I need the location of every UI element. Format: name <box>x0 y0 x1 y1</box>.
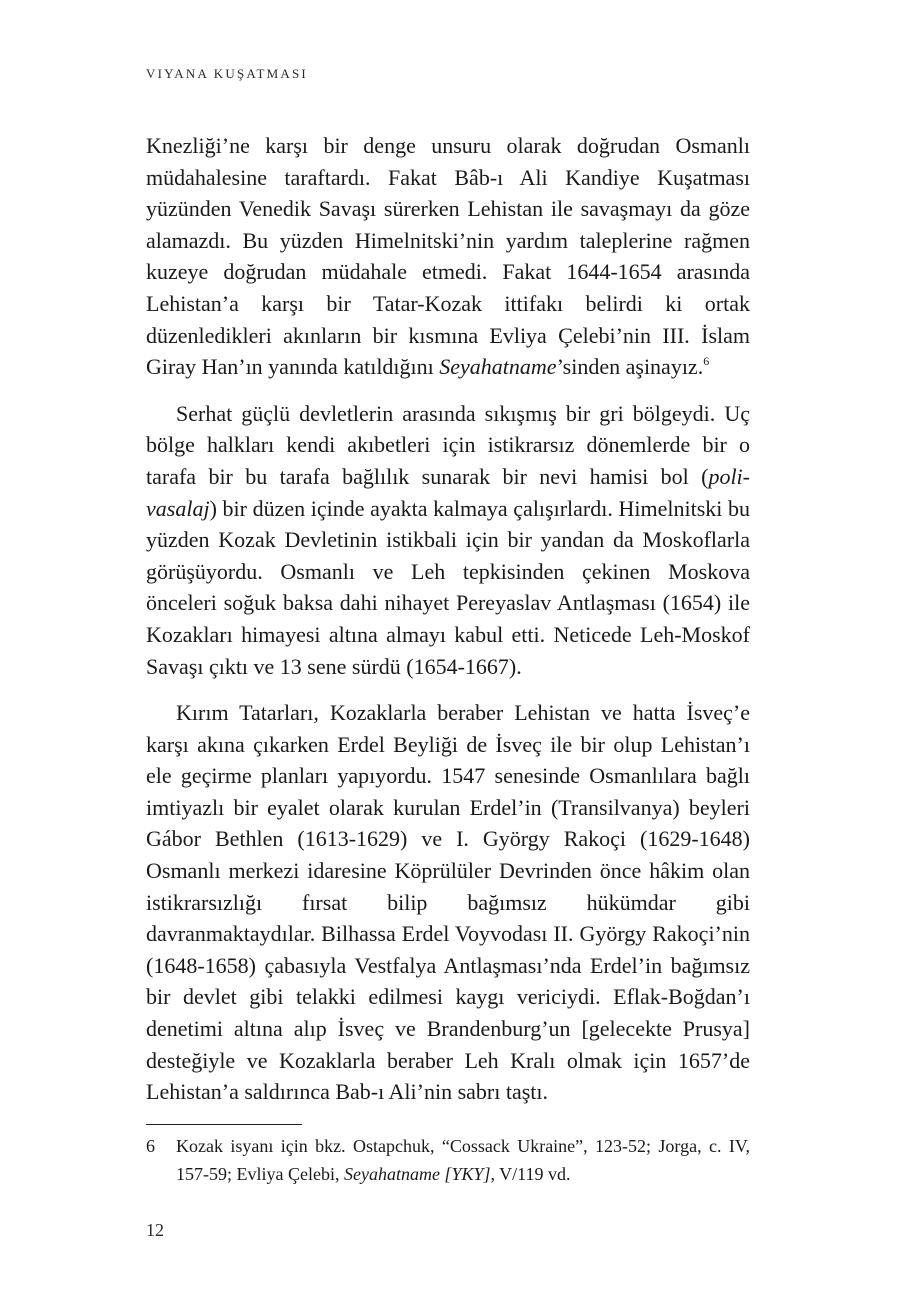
footnote-divider <box>146 1124 302 1125</box>
paragraph-3: Kırım Tatarları, Kozaklarla beraber Lehistan ve hatta İsveç’e karşı akına çıkarken Erdel Beyliği de İsveç ile bir olup Lehistan’ı ele geçirme planları yapıyordu. 1547 senesinde Osmanlılara bağlı imtiyazlı bir eyalet olarak kurulan Erdel’in (Transilvanya) beyleri Gábor Bethlen (1613-1629) ve I. György Rakoçi (1629-1648) Osmanlı merkezi idaresine Köprülüler Devrinden önce hâkim olan istikrarsızlığı fırsat bilip bağımsız hükümdar gibi davranmaktaydılar. Bilhassa Erdel Voyvodası II. György Rakoçi’nin (1648-1658) çabasıyla Vestfalya Antlaşması’nda Erdel’in bağımsız bir devlet gibi telakki edilmesi kaygı vericiydi. Eflak-Boğdan’ı denetimi altına alıp İsveç ve Brandenburg’un [gelecekte Prusya] desteğiyle ve Kozaklarla beraber Leh Kralı olmak için 1657’de Lehistan’a saldırınca Bab-ı Ali’nin sabrı taştı. <box>146 700 750 1105</box>
page-number: 12 <box>146 1220 164 1240</box>
footnote-text <box>176 1132 750 1188</box>
footnote-italic: Seyahatname [YKY] <box>343 1164 491 1184</box>
paragraph-1-italic: Seyahatname <box>439 354 557 380</box>
paragraph-2-text-b: ) bir düzen içinde ayakta kalmaya çalışırlardı. Himelnitski bu yüzden Kozak Devletinin istikbali için bir yandan da Moskoflarla görüşüyordu. Osmanlı ve Leh tepkisinden çekinen Moskova önceleri soğuk baksa dahi nihayet Pereyaslav Antlaşması (1654) ile Kozakları himayesi altına almayı kabul etti. Neticede Leh-Moskof Savaşı çıktı ve 13 sene sürdü (1654-1667). <box>146 495 750 679</box>
paragraph-1-text-b: ’sinden aşinayız. <box>556 354 704 380</box>
footnote-reference: 6 <box>703 354 710 369</box>
paragraph-1-text-a: Knezliği’ne karşı bir denge unsuru olarak doğrudan Osmanlı müdahalesine taraftardı. Fakat Bâb-ı Ali Kandiye Kuşatması yüzünden Venedik Savaşı sürerken Lehistan ile savaşmayı da göze alamazdı. Bu yüzden Himelnitski’nin yardım taleplerine rağmen kuzeye doğrudan müdahale etmedi. Fakat 1644-1654 arasında Lehistan’a karşı bir Tatar-Kozak ittifakı belirdi ki ortak düzenledikleri akınların bir kısmına Evliya Çelebi’nin III. İslam Giray Han’ın yanında katıldığını <box>146 133 750 380</box>
running-header: VIYANA KUŞATMASI <box>146 66 308 81</box>
footnote-text-b: , V/119 vd. <box>490 1164 571 1184</box>
main-text <box>146 130 750 1108</box>
paragraph-1 <box>146 130 750 383</box>
paragraph-2-text-a: Serhat güçlü devletlerin arasında sıkışmış bir gri bölgeydi. Uç bölge halkları kendi akıbetleri için istikrarsız dönemlerde bir o tarafa bir bu tarafa bağlılık sunarak bir nevi hamisi bol ( <box>146 400 750 489</box>
footnote-number: 6 <box>146 1136 155 1156</box>
paragraph-2 <box>146 398 750 682</box>
footnote-text-a: Kozak isyanı için bkz. Ostapchuk, “Cossack Ukraine”, 123-52; Jorga, c. IV, 157-59; Evliya Çelebi, <box>176 1136 750 1184</box>
footnote <box>146 1132 750 1188</box>
paragraph-2-italic: poli-vasalaj <box>146 463 750 521</box>
